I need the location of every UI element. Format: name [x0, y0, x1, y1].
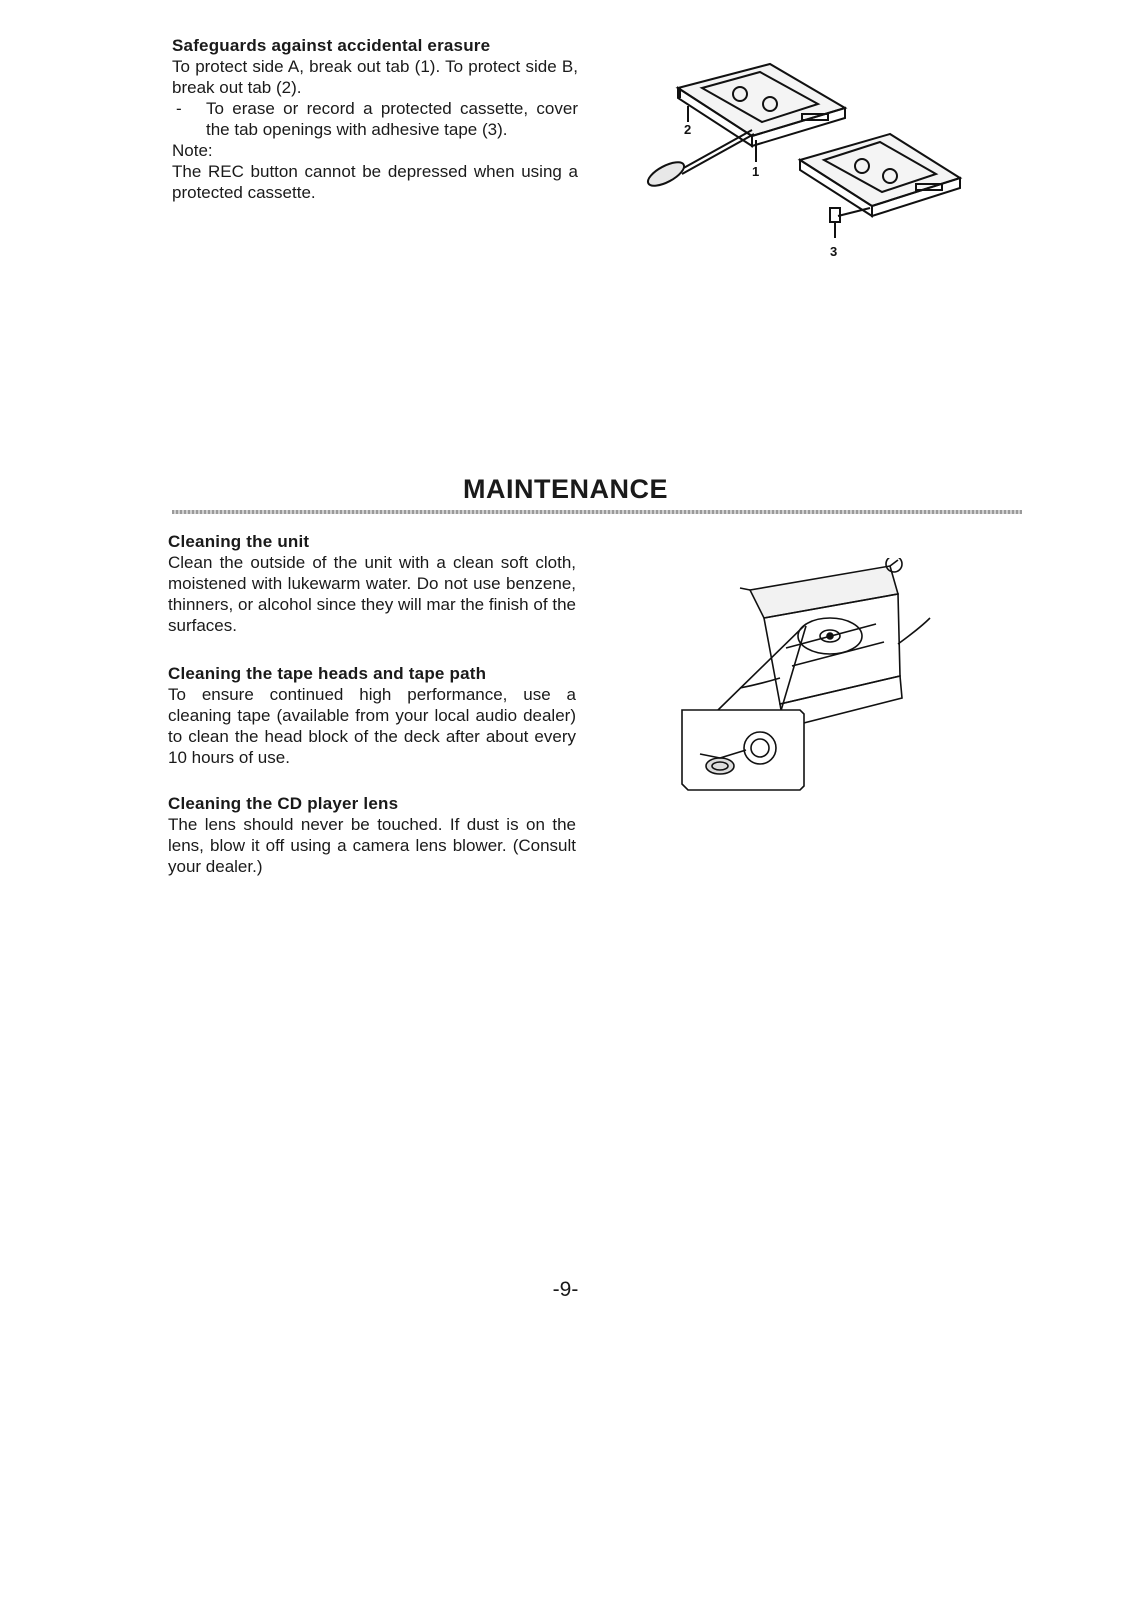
cleaning-lens-text: The lens should never be touched. If dust is on the lens, blow it off using a camera lens blower. (Consult your dealer.): [168, 815, 576, 876]
safeguards-heading: Safeguards against accidental erasure: [172, 36, 491, 55]
cleaning-unit-text: Clean the outside of the unit with a clean soft cloth, moistened with lukewarm water. Do not use benzene, thinners, or alcohol since they will mar the finish of the surfaces.: [168, 553, 576, 635]
safeguards-section: [172, 36, 578, 203]
cleaning-unit-heading: Cleaning the unit: [168, 532, 310, 551]
cleaning-lens-heading: Cleaning the CD player lens: [168, 794, 399, 813]
cleaning-heads-section: [168, 664, 576, 768]
bullet-dash: -: [176, 99, 182, 118]
label-2: 2: [684, 122, 692, 137]
page-number: -9-: [552, 1278, 579, 1301]
cleaning-unit-section: [168, 532, 576, 636]
lens-inset-icon: [682, 710, 804, 790]
bullet-text: To erase or record a protected cassette, cover the tab openings with adhesive tape (3).: [206, 99, 578, 139]
maintenance-title: MAINTENANCE: [463, 474, 668, 504]
cleaning-heads-text: To ensure continued high performance, use a cleaning tape (available from your local audio dealer) to clean the head block of the deck after about every 10 hours of use.: [168, 685, 576, 767]
cleaning-lens-section: [168, 794, 576, 877]
note-text: The REC button cannot be depressed when using a protected cassette.: [172, 162, 578, 202]
cd-player-illustration: [680, 558, 940, 810]
label-1: 1: [752, 164, 760, 179]
label-3: 3: [830, 244, 838, 259]
cassette-illustration: [640, 58, 980, 268]
cleaning-heads-heading: Cleaning the tape heads and tape path: [168, 664, 487, 683]
note-label: Note:: [172, 141, 213, 160]
safeguards-bullet: [172, 98, 578, 140]
cassette-b-icon: [800, 134, 960, 216]
safeguards-text: To protect side A, break out tab (1). To protect side B, break out tab (2).: [172, 57, 578, 97]
cassette-a-icon: [678, 64, 845, 146]
cd-unit-icon: [740, 558, 930, 728]
screwdriver-icon: [645, 130, 754, 190]
title-divider: [172, 510, 1022, 514]
